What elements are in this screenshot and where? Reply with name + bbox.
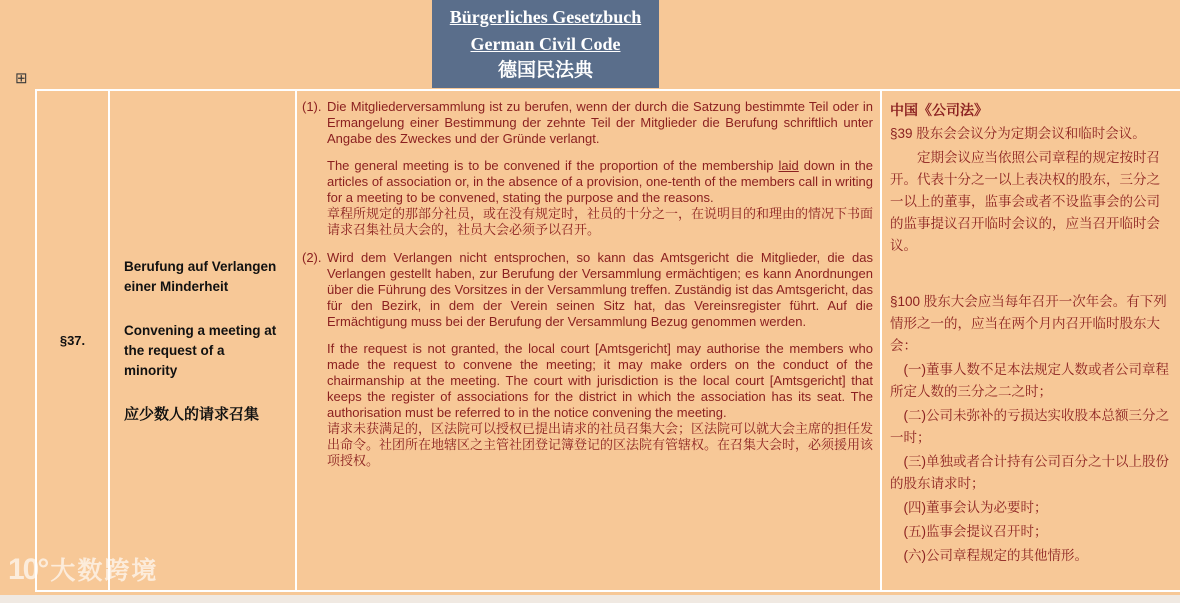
subsection-1-english: [327, 158, 873, 206]
underlined-word: laid: [778, 158, 799, 173]
subsection-2-number: (2).: [302, 250, 322, 265]
row-title-english: Convening a meeting at the request of a minority: [124, 322, 277, 378]
subsection-2-english: If the request is not granted, the local court [Amtsgericht] may authorise the members who made the request to convene the meeting; it may make orders on the conduct of the chairmanship at the meeting. The court with jurisdiction is the local court [Amtsgericht] that keeps the register of associations for the district in which the association has its seat. The authorisation must be referred to in the notice convening the meeting.: [327, 341, 873, 420]
select-all-icon[interactable]: ⊞: [15, 70, 28, 87]
subsection-1: [302, 99, 873, 238]
subsection-1-chinese: 章程所规定的那部分社员，或在没有规定时，社员的十分之一，在说明目的和理由的情况下书面请求召集社员大会的，社员大会必须予以召开。: [327, 206, 874, 237]
cn-law-item-2: (二)公司未弥补的亏损达实收股本总额三分之一时；: [890, 408, 1169, 445]
row-title-chinese: 应少数人的请求召集: [124, 405, 260, 423]
watermark-text: 大数跨境: [50, 557, 159, 585]
cell-law-text: [297, 91, 882, 590]
cell-section-number: [37, 91, 110, 590]
watermark: [8, 551, 158, 587]
cn-law-item-5: (五)监事会提议召开时；: [903, 524, 1048, 539]
subsection-2-body: [327, 250, 873, 469]
subsection-2-chinese: 请求未获满足的，区法院可以授权已提出请求的社员召集大会；区法院可以就大会主席的担任发出命令。社团所在地辖区之主管社团登记簿登记的区法院有管辖权。在召集大会时，必须援用该项授权。: [327, 421, 874, 468]
watermark-logo-icon: 10°: [8, 553, 48, 586]
cn-law-item-6: (六)公司章程规定的其他情形。: [903, 548, 1088, 563]
section-number: §37.: [59, 333, 86, 348]
subsection-1-german: Die Mitgliederversammlung ist zu berufen, wenn der durch die Satzung bestimmte Teil oder in Ermangelung einer Bestimmung der zehnte Teil der Mitglieder die Berufung schriftlich unter Angabe des Zweckes und der Gründe verlangt.: [327, 99, 873, 146]
cn-law-sec39-body: 定期会议应当依照公司章程的规定按时召开。代表十分之一以上表决权的股东，三分之一以上的董事，监事会或者不设监事会的公司的监事提议召开临时会议的，应当召开临时会议。: [890, 150, 1160, 253]
subsection-1-english-post: down in the articles of association or, in the absence of a provision, one-tenth of the members call in writing for a meeting to be convened, stating the purpose and the reasons.: [327, 158, 874, 205]
subsection-2: [302, 250, 873, 469]
cn-law-sec39: §39 股东会会议分为定期会议和临时会议。: [890, 126, 1146, 141]
cn-law-item-4: (四)董事会认为必要时；: [903, 500, 1048, 515]
subsection-2-german: Wird dem Verlangen nicht entsprochen, so kann das Amtsgericht die Mitglieder, die das Verlangen gestellt haben, zur Berufung der Versammlung ermächtigen; es kann Anordnungen über die Führung des Vorsitzes in der Versammlung treffen. Zuständig ist das Amtsgericht, das für den Bezirk, in dem der Verein seinen Sitz hat, das Vereinsregister führt. Auf die Ermächtigung muss bei der Berufung der Versammlung Bezug genommen werden.: [327, 250, 873, 329]
subsection-1-number: (1).: [302, 99, 322, 114]
title-german: Bürgerliches Gesetzbuch: [449, 7, 642, 27]
cell-chinese-company-law: [882, 91, 1180, 590]
title-chinese: 德国民法典: [497, 60, 593, 81]
title-card: [432, 0, 659, 88]
law-table: [35, 89, 1180, 592]
row-title-german: Berufung auf Verlangen einer Minderheit: [124, 258, 277, 294]
bottom-strip: [0, 595, 1180, 603]
subsection-1-english-pre: The general meeting is to be convened if the proportion of the membership: [327, 158, 779, 173]
subsection-1-body: [327, 99, 873, 238]
title-english: German Civil Code: [470, 34, 621, 54]
cn-law-title: 中国《公司法》: [890, 102, 988, 118]
cn-law-item-3: (三)单独或者合计持有公司百分之十以上股份的股东请求时；: [890, 454, 1169, 491]
cn-law-item-1: (一)董事人数不足本法规定人数或者公司章程所定人数的三分之二之时；: [890, 362, 1169, 399]
cell-titles: [110, 91, 297, 590]
cn-law-sec100: §100 股东大会应当每年召开一次年会。有下列情形之一的，应当在两个月内召开临时股东大会：: [890, 294, 1167, 353]
